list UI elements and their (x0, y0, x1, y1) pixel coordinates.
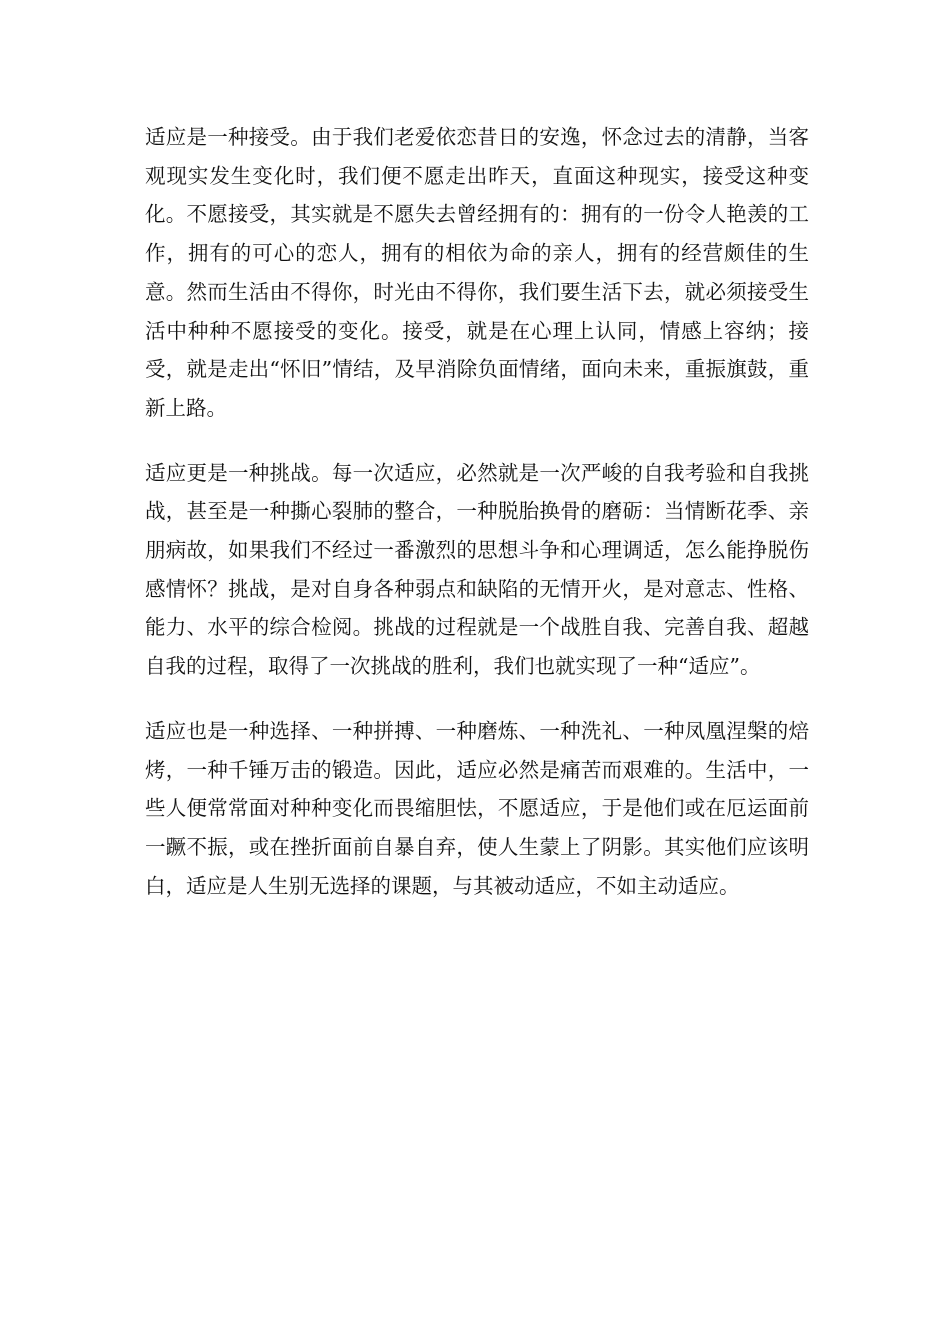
paragraph-acceptance: 适应是一种接受。由于我们老爱依恋昔日的安逸，怀念过去的清静，当客观现实发生变化时，我们便不愿走出昨天，直面这种现实，接受这种变化。不愿接受，其实就是不愿失去曾经拥有的：拥有的一份令人艳羡的工作，拥有的可心的恋人，拥有的相依为命的亲人，拥有的经营颇佳的生意。然而生活由不得你，时光由不得你，我们要生活下去，就必须接受生活中种种不愿接受的变化。接受，就是在心理上认同，情感上容纳；接受，就是走出“怀旧”情结，及早消除负面情绪，面向未来，重振旗鼓，重新上路。 (145, 125, 809, 420)
paragraph-challenge: 适应更是一种挑战。每一次适应，必然就是一次严峻的自我考验和自我挑战，甚至是一种撕心裂肺的整合，一种脱胎换骨的磨砺：当情断花季、亲朋病故，如果我们不经过一番激烈的思想斗争和心理调适，怎么能挣脱伤感情怀？挑战，是对自身各种弱点和缺陷的无情开火，是对意志、性格、能力、水平的综合检阅。挑战的过程就是一个战胜自我、完善自我、超越自我的过程，取得了一次挑战的胜利，我们也就实现了一种“适应”。 (145, 460, 809, 679)
document-page (145, 118, 809, 931)
paragraph-choice: 适应也是一种选择、一种拼搏、一种磨炼、一种洗礼、一种凤凰涅槃的焙烤，一种千锤万击的锻造。因此，适应必然是痛苦而艰难的。生活中，一些人便常常面对种种变化而畏缩胆怯，不愿适应，于是他们或在厄运面前一蹶不振，或在挫折面前自暴自弃，使人生蒙上了阴影。其实他们应该明白，适应是人生别无选择的课题，与其被动适应，不如主动适应。 (145, 718, 809, 898)
